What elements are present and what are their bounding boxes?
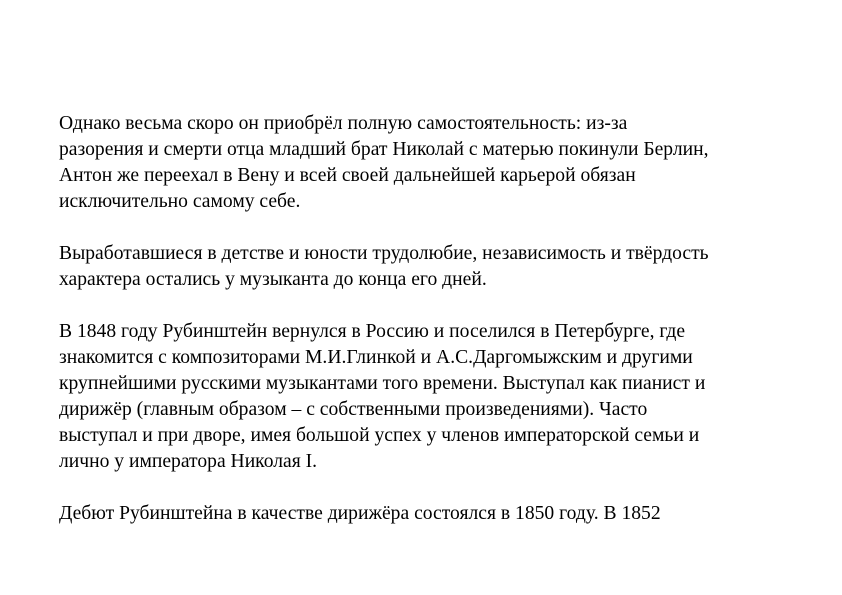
text-line: разорения и смерти отца младший брат Николай с матерью покинули Берлин, — [59, 139, 709, 160]
paragraph-2 — [59, 241, 819, 293]
text-line: лично у императора Николая I. — [59, 451, 318, 472]
text-line: знакомится с композиторами М.И.Глинкой и А.С.Даргомыжским и другими — [59, 347, 693, 368]
paragraph-3 — [59, 319, 819, 475]
text-line: выступал и при дворе, имея большой успех у членов императорской семьи и — [59, 425, 700, 446]
paragraph-4 — [59, 501, 819, 527]
paragraph-1 — [59, 111, 819, 215]
text-line: исключительно самому себе. — [59, 191, 301, 212]
text-line: В 1848 году Рубинштейн вернулся в Россию и поселился в Петербурге, где — [59, 321, 686, 342]
text-line: крупнейшими русскими музыкантами того времени. Выступал как пианист и — [59, 373, 706, 394]
body-text — [59, 111, 819, 553]
text-line: Дебют Рубинштейна в качестве дирижёра состоялся в 1850 году. В 1852 — [59, 503, 661, 524]
text-line: дирижёр (главным образом – с собственными произведениями). Часто — [59, 399, 648, 420]
text-line: характера остались у музыканта до конца его дней. — [59, 269, 487, 290]
text-line: Однако весьма скоро он приобрёл полную самостоятельность: из-за — [59, 113, 628, 134]
text-line: Антон же переехал в Вену и всей своей дальнейшей карьерой обязан — [59, 165, 636, 186]
text-line: Выработавшиеся в детстве и юности трудолюбие, независимость и твёрдость — [59, 243, 709, 264]
